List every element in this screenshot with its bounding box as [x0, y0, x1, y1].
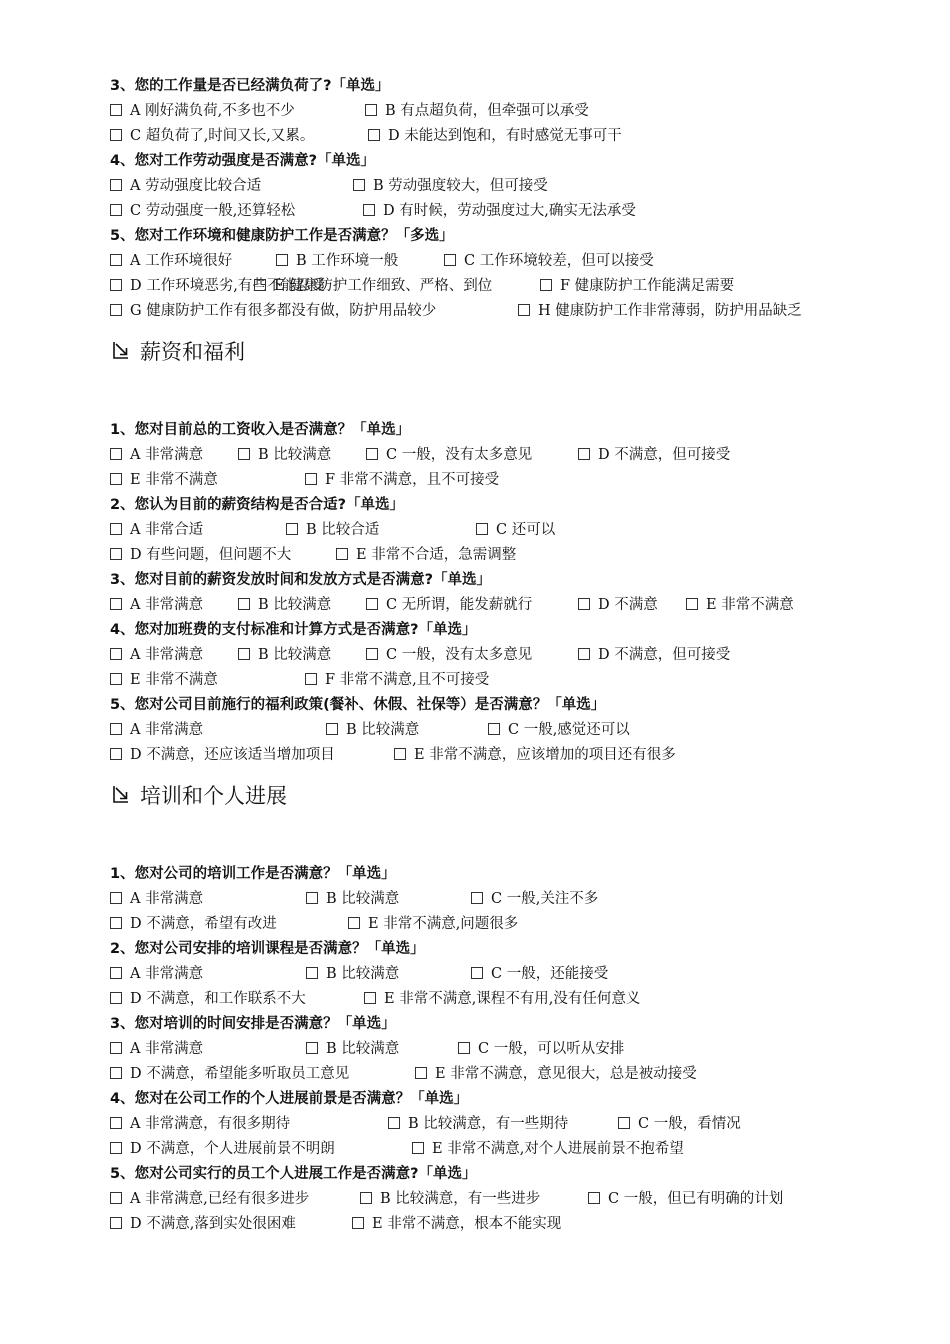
checkbox[interactable] [471, 892, 483, 904]
answer-option[interactable] [618, 1112, 741, 1137]
options-row [110, 987, 850, 1012]
answer-option[interactable] [110, 249, 276, 274]
option-label: D 不满意，希望有改进 [130, 916, 277, 932]
answer-option[interactable] [110, 1037, 306, 1062]
option-label: D 不满意，个人进展前景不明朗 [130, 1141, 335, 1157]
answer-option[interactable] [360, 1187, 588, 1212]
option-label: D 不满意，和工作联系不大 [130, 991, 306, 1007]
options-row [110, 468, 850, 493]
answer-option[interactable] [306, 962, 471, 987]
options-row [110, 718, 850, 743]
question-title: 1、您对公司的培训工作是否满意？「单选」 [110, 866, 396, 882]
answer-option[interactable] [336, 543, 516, 568]
checkbox[interactable] [306, 1042, 318, 1054]
option-label: F 非常不满意,且不可接受 [325, 672, 490, 688]
section-heading [110, 330, 850, 374]
answer-option[interactable] [363, 199, 636, 224]
checkbox[interactable] [110, 917, 122, 929]
answer-option[interactable] [110, 468, 305, 493]
checkbox[interactable] [110, 598, 122, 610]
options-row [110, 643, 850, 668]
option-label: C 一般，可以听从安排 [478, 1041, 625, 1057]
option-label: C 一般，没有太多意见 [386, 447, 533, 463]
checkbox[interactable] [305, 673, 317, 685]
answer-option[interactable] [518, 299, 802, 324]
checkbox[interactable] [444, 254, 456, 266]
options-row [110, 174, 850, 199]
answer-option[interactable] [110, 199, 363, 224]
answer-option[interactable] [110, 912, 348, 937]
answer-option[interactable] [238, 593, 366, 618]
option-label: A 劳动强度比较合适 [130, 178, 262, 194]
options-row [110, 668, 850, 693]
option-label: B 比较满意 [326, 1041, 400, 1057]
option-label: C 一般，但已有明确的计划 [608, 1191, 784, 1207]
checkbox[interactable] [578, 648, 590, 660]
option-label: D 未能达到饱和，有时感觉无事可干 [388, 128, 622, 144]
options-row [110, 249, 850, 299]
option-label: E 非常不满意,对个人进展前景不抱希望 [432, 1141, 684, 1157]
option-label: B 比较满意 [258, 447, 332, 463]
answer-option[interactable] [110, 518, 286, 543]
answer-option[interactable] [326, 718, 488, 743]
checkbox[interactable] [110, 104, 122, 116]
survey-document [110, 74, 850, 1237]
option-label: B 比较满意，有一些进步 [380, 1191, 541, 1207]
checkbox[interactable] [110, 279, 122, 291]
answer-option[interactable] [110, 718, 326, 743]
option-label: F 健康防护工作能满足需要 [560, 278, 735, 294]
option-label: C 工作环境较差，但可以接受 [464, 253, 654, 269]
option-label: D 不满意，但可接受 [598, 647, 731, 663]
checkbox[interactable] [110, 723, 122, 735]
checkbox[interactable] [110, 204, 122, 216]
option-label: C 劳动强度一般,还算轻松 [130, 203, 296, 219]
answer-option[interactable] [444, 249, 708, 274]
option-label: A 非常满意 [130, 597, 204, 613]
checkbox[interactable] [110, 1067, 122, 1079]
option-label: B 比较满意，有一些期待 [408, 1116, 569, 1132]
checkbox[interactable] [110, 992, 122, 1004]
answer-option[interactable] [578, 443, 730, 468]
option-label: D 不满意，但可接受 [598, 447, 731, 463]
checkbox[interactable] [306, 967, 318, 979]
checkbox[interactable] [254, 279, 266, 291]
option-label: B 比较满意 [258, 597, 332, 613]
section-title: 薪资和福利 [140, 340, 245, 364]
answer-option[interactable] [110, 299, 518, 324]
question-title: 4、您对工作劳动强度是否满意?「单选」 [110, 153, 375, 169]
options-row [110, 1137, 850, 1162]
checkbox[interactable] [360, 1192, 372, 1204]
options-row [110, 887, 850, 912]
answer-option[interactable] [110, 124, 368, 149]
checkbox[interactable] [305, 473, 317, 485]
options-row [110, 124, 850, 149]
checkbox[interactable] [366, 648, 378, 660]
checkbox[interactable] [110, 179, 122, 191]
checkbox[interactable] [588, 1192, 600, 1204]
answer-option[interactable] [366, 443, 578, 468]
checkbox[interactable] [488, 723, 500, 735]
answer-option[interactable] [110, 274, 325, 299]
checkbox[interactable] [363, 204, 375, 216]
options-row [110, 443, 850, 468]
answer-option[interactable] [588, 1187, 783, 1212]
checkbox[interactable] [368, 129, 380, 141]
checkbox[interactable] [394, 748, 406, 760]
checkbox[interactable] [540, 279, 552, 291]
question-title: 3、您对培训的时间安排是否满意？「单选」 [110, 1016, 396, 1032]
checkbox[interactable] [365, 104, 377, 116]
checkbox[interactable] [458, 1042, 470, 1054]
answer-option[interactable] [412, 1137, 684, 1162]
question-title: 5、您对公司实行的员工个人进展工作是否满意?「单选」 [110, 1166, 477, 1182]
checkbox[interactable] [110, 1117, 122, 1129]
option-label: A 非常满意 [130, 966, 204, 982]
corner-arrow-icon [110, 332, 140, 376]
answer-option[interactable] [110, 743, 394, 768]
option-label: B 劳动强度较大，但可接受 [373, 178, 548, 194]
option-label: B 工作环境一般 [296, 253, 399, 269]
answer-option[interactable] [305, 668, 489, 693]
answer-option[interactable] [110, 643, 238, 668]
answer-option[interactable] [348, 912, 518, 937]
answer-option[interactable] [476, 518, 555, 543]
checkbox[interactable] [578, 598, 590, 610]
option-label: B 比较满意 [326, 891, 400, 907]
answer-option[interactable] [110, 593, 238, 618]
checkbox[interactable] [238, 648, 250, 660]
answer-option[interactable] [415, 1062, 697, 1087]
checkbox[interactable] [471, 967, 483, 979]
options-row [110, 962, 850, 987]
checkbox[interactable] [110, 473, 122, 485]
option-label: G 健康防护工作有很多都没有做，防护用品较少 [130, 303, 437, 319]
option-label: B 比较合适 [306, 522, 380, 538]
answer-option[interactable] [110, 1112, 388, 1137]
answer-option[interactable] [110, 174, 353, 199]
option-label: A 非常满意,已经有很多进步 [130, 1191, 310, 1207]
option-label: E 非常不合适，急需调整 [356, 547, 517, 563]
checkbox[interactable] [238, 448, 250, 460]
option-label: C 一般,感觉还可以 [508, 722, 630, 738]
option-label: A 非常满意 [130, 647, 204, 663]
option-label: A 刚好满负荷,不多也不少 [130, 103, 295, 119]
checkbox[interactable] [306, 892, 318, 904]
option-label: C 一般,关注不多 [491, 891, 599, 907]
answer-option[interactable] [110, 887, 306, 912]
options-row [110, 299, 850, 324]
option-label: D 不满意,落到实处很困难 [130, 1216, 296, 1232]
checkbox[interactable] [364, 992, 376, 1004]
checkbox[interactable] [110, 967, 122, 979]
answer-option[interactable] [471, 962, 608, 987]
option-label: E 非常不满意 [706, 597, 794, 613]
answer-option[interactable] [578, 593, 686, 618]
checkbox[interactable] [352, 1217, 364, 1229]
option-label: A 非常满意，有很多期待 [130, 1116, 291, 1132]
answer-option[interactable] [238, 443, 366, 468]
checkbox[interactable] [110, 523, 122, 535]
options-row [110, 593, 850, 618]
option-label: E 非常不满意，意见很大，总是被动接受 [435, 1066, 697, 1082]
checkbox[interactable] [618, 1117, 630, 1129]
answer-option[interactable] [110, 987, 364, 1012]
answer-option[interactable] [388, 1112, 618, 1137]
checkbox[interactable] [110, 129, 122, 141]
answer-option[interactable] [110, 1062, 415, 1087]
checkbox[interactable] [110, 254, 122, 266]
option-label: A 非常满意 [130, 722, 204, 738]
option-label: C 一般，还能接受 [491, 966, 609, 982]
option-label: A 工作环境很好 [130, 253, 233, 269]
answer-option[interactable] [471, 887, 598, 912]
option-label: D 不满意 [598, 597, 658, 613]
option-label: A 非常合适 [130, 522, 204, 538]
question-title: 1、您对目前总的工资收入是否满意？「单选」 [110, 422, 411, 438]
answer-option[interactable] [488, 718, 630, 743]
question-title: 2、您认为目前的薪资结构是否合适?「单选」 [110, 497, 404, 513]
answer-option[interactable] [364, 987, 640, 1012]
answer-option[interactable] [110, 1187, 360, 1212]
question-title: 5、您对公司目前施行的福利政策(餐补、休假、社保等）是否满意？「单选」 [110, 697, 606, 713]
section-title: 培训和个人进展 [140, 784, 287, 808]
checkbox[interactable] [286, 523, 298, 535]
options-row [110, 518, 850, 543]
checkbox[interactable] [336, 548, 348, 560]
checkbox[interactable] [110, 748, 122, 760]
checkbox[interactable] [476, 523, 488, 535]
answer-option[interactable] [458, 1037, 624, 1062]
answer-option[interactable] [305, 468, 499, 493]
answer-option[interactable] [254, 274, 540, 299]
answer-option[interactable] [306, 1037, 458, 1062]
checkbox[interactable] [110, 1042, 122, 1054]
answer-option[interactable] [368, 124, 622, 149]
answer-option[interactable] [110, 543, 336, 568]
checkbox[interactable] [326, 723, 338, 735]
option-label: F 非常不满意，且不可接受 [325, 472, 500, 488]
checkbox[interactable] [353, 179, 365, 191]
option-label: A 非常满意 [130, 447, 204, 463]
option-label: E 非常不满意 [130, 672, 218, 688]
option-label: C 还可以 [496, 522, 556, 538]
answer-option[interactable] [110, 668, 305, 693]
option-label: D 有时候，劳动强度过大,确实无法承受 [383, 203, 636, 219]
checkbox[interactable] [110, 304, 122, 316]
options-row [110, 543, 850, 568]
checkbox[interactable] [366, 598, 378, 610]
answer-option[interactable] [238, 643, 366, 668]
checkbox[interactable] [110, 448, 122, 460]
checkbox[interactable] [110, 1142, 122, 1154]
checkbox[interactable] [518, 304, 530, 316]
options-row [110, 99, 850, 124]
answer-option[interactable] [353, 174, 548, 199]
answer-option[interactable] [394, 743, 676, 768]
section-spacer [110, 374, 850, 418]
answer-option[interactable] [366, 593, 578, 618]
question-title: 5、您对工作环境和健康防护工作是否满意？「多选」 [110, 228, 454, 244]
answer-option[interactable] [286, 518, 476, 543]
section-spacer [110, 818, 850, 862]
option-label: E 非常不满意,课程不有用,没有任何意义 [384, 991, 641, 1007]
question-title: 2、您对公司安排的培训课程是否满意？「单选」 [110, 941, 425, 957]
options-row [110, 912, 850, 937]
option-label: A 非常满意 [130, 891, 204, 907]
answer-option[interactable] [110, 962, 306, 987]
checkbox[interactable] [348, 917, 360, 929]
options-row [110, 199, 850, 224]
option-label: E 健康防护工作细致、严格、到位 [274, 278, 493, 294]
checkbox[interactable] [366, 448, 378, 460]
option-label: H 健康防护工作非常薄弱，防护用品缺乏 [538, 303, 802, 319]
answer-option[interactable] [110, 443, 238, 468]
checkbox[interactable] [110, 648, 122, 660]
checkbox[interactable] [110, 1192, 122, 1204]
option-label: E 非常不满意,问题很多 [368, 916, 519, 932]
checkbox[interactable] [388, 1117, 400, 1129]
option-label: A 非常满意 [130, 1041, 204, 1057]
checkbox[interactable] [110, 673, 122, 685]
checkbox[interactable] [578, 448, 590, 460]
option-label: C 一般，看情况 [638, 1116, 741, 1132]
answer-option[interactable] [352, 1212, 561, 1237]
answer-option[interactable] [110, 99, 365, 124]
option-label: B 比较满意 [326, 966, 400, 982]
answer-option[interactable] [110, 1212, 352, 1237]
question-title: 4、您对在公司工作的个人进展前景是否满意？「单选」 [110, 1091, 469, 1107]
answer-option[interactable] [276, 249, 444, 274]
checkbox[interactable] [276, 254, 288, 266]
option-label: D 有些问题，但问题不大 [130, 547, 292, 563]
options-row [110, 1112, 850, 1137]
checkbox[interactable] [110, 1217, 122, 1229]
answer-option[interactable] [110, 1137, 412, 1162]
option-label: E 非常不满意，应该增加的项目还有很多 [414, 747, 676, 763]
options-row [110, 1187, 850, 1212]
option-label: D 不满意，还应该适当增加项目 [130, 747, 335, 763]
question-title: 4、您对加班费的支付标准和计算方式是否满意?「单选」 [110, 622, 477, 638]
answer-option[interactable] [306, 887, 471, 912]
option-label: B 比较满意 [346, 722, 420, 738]
options-row [110, 1037, 850, 1062]
option-label: D 工作环境恶劣,有些不能忍受 [130, 278, 325, 294]
option-label: B 比较满意 [258, 647, 332, 663]
options-row [110, 1212, 850, 1237]
answer-option[interactable] [365, 99, 589, 124]
answer-option[interactable] [540, 274, 734, 299]
checkbox[interactable] [238, 598, 250, 610]
checkbox[interactable] [415, 1067, 427, 1079]
option-label: B 有点超负荷，但牵强可以承受 [385, 103, 589, 119]
answer-option[interactable] [578, 643, 730, 668]
checkbox[interactable] [110, 548, 122, 560]
question-title: 3、您的工作量是否已经满负荷了?「单选」 [110, 78, 390, 94]
checkbox[interactable] [110, 892, 122, 904]
options-row [110, 743, 850, 768]
answer-option[interactable] [686, 593, 794, 618]
option-label: E 非常不满意 [130, 472, 218, 488]
options-row [110, 1062, 850, 1087]
option-label: D 不满意，希望能多听取员工意见 [130, 1066, 350, 1082]
option-label: C 超负荷了,时间又长,又累。 [130, 128, 315, 144]
question-title: 3、您对目前的薪资发放时间和发放方式是否满意?「单选」 [110, 572, 491, 588]
section-heading [110, 774, 850, 818]
corner-arrow-icon [110, 776, 140, 820]
option-label: C 一般，没有太多意见 [386, 647, 533, 663]
answer-option[interactable] [366, 643, 578, 668]
option-label: E 非常不满意，根本不能实现 [372, 1216, 562, 1232]
checkbox[interactable] [412, 1142, 424, 1154]
checkbox[interactable] [686, 598, 698, 610]
option-label: C 无所谓，能发薪就行 [386, 597, 533, 613]
